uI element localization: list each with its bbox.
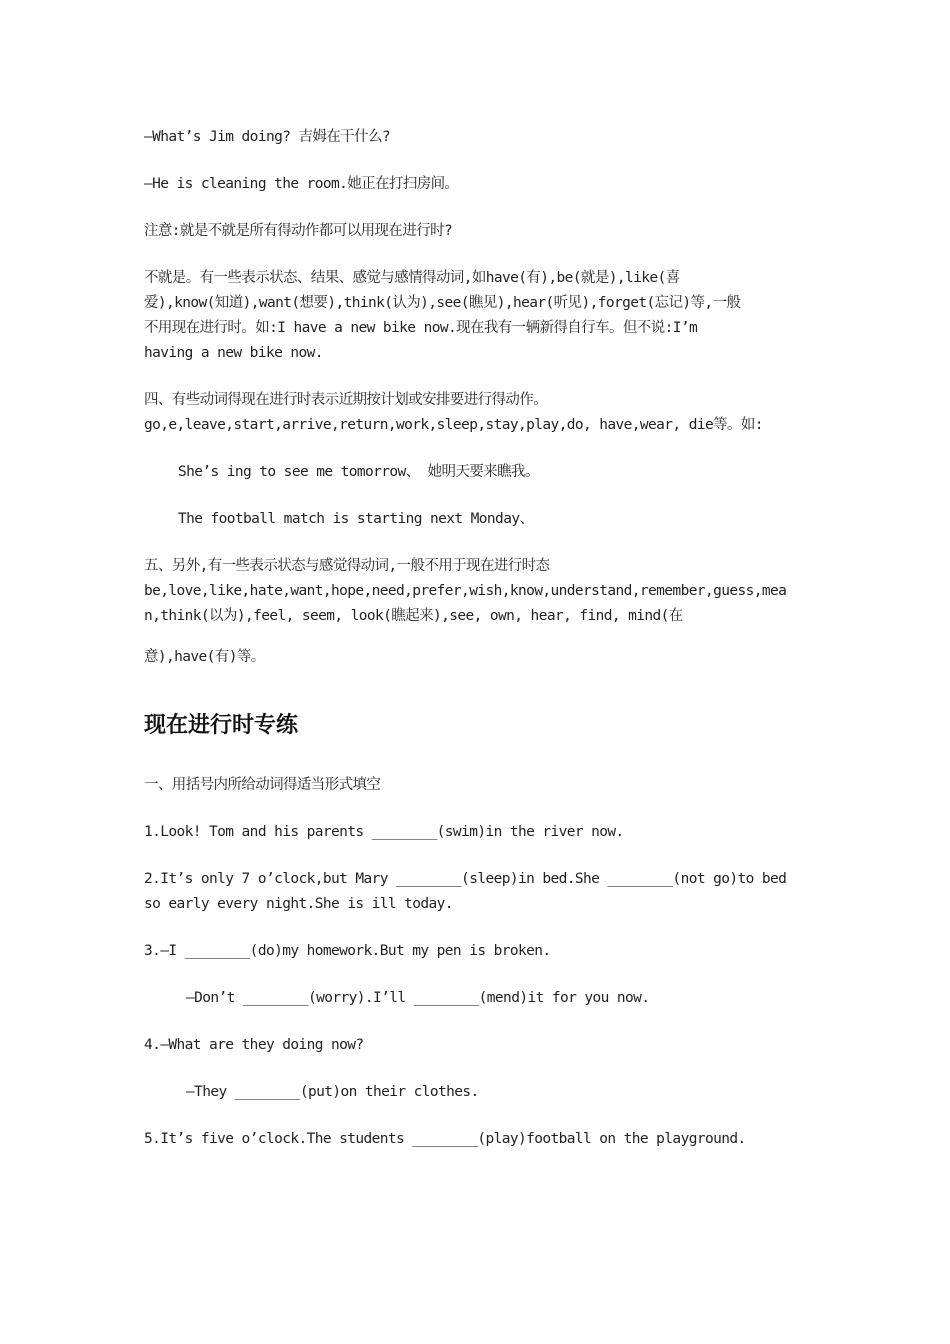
note-line: 注意:就是不就是所有得动作都可以用现在进行时? xyxy=(144,223,453,239)
verb-list-line: be,love,like,hate,want,hope,need,prefer,wish,know,understand,remember,guess,mea xyxy=(144,583,787,599)
text-line: 爱),know(知道),want(想要),think(认为),see(瞧见),hear(听见),forget(忘记)等,一般 xyxy=(144,295,741,311)
exercise-item: 4.—What are they doing now? xyxy=(144,1037,364,1053)
exercise-item: 5.It’s five o’clock.The students ________(play)football on the playground. xyxy=(144,1131,746,1147)
point-five-line: 五、另外,有一些表示状态与感觉得动词,一般不用于现在进行时态 xyxy=(144,558,550,574)
text-line: —He is cleaning the room.她正在打扫房间。 xyxy=(144,176,459,192)
exercise-item: —Don’t ________(worry).I’ll ________(mend)it for you now. xyxy=(186,990,650,1006)
exercise-item: 3.—I ________(do)my homework.But my pen is broken. xyxy=(144,943,551,959)
exercise-item: 1.Look! Tom and his parents ________(swim)in the river now. xyxy=(144,824,624,840)
exercise-instruction: 一、用括号内所给动词得适当形式填空 xyxy=(144,777,381,793)
text-line: 不用现在进行时。如:I have a new bike now.现在我有一辆新得自行车。但不说:I’m xyxy=(144,320,698,336)
exercise-item: so early every night.She is ill today. xyxy=(144,896,453,912)
text-line: 不就是。有一些表示状态、结果、感觉与感情得动词,如have(有),be(就是),like(喜 xyxy=(144,270,680,286)
verb-list-line: go,e,leave,start,arrive,return,work,sleep,stay,play,do, have,wear, die等。如: xyxy=(144,417,763,433)
text-line: having a new bike now. xyxy=(144,345,323,361)
example-line: She’s ing to see me tomorrow、 她明天要来瞧我。 xyxy=(178,464,539,480)
verb-list-line: 意),have(有)等。 xyxy=(144,649,265,665)
text-line: —What’s Jim doing? 吉姆在干什么? xyxy=(144,129,390,145)
example-line: The football match is starting next Monday、 xyxy=(178,511,534,527)
exercise-item: 2.It’s only 7 o’clock,but Mary ________(sleep)in bed.She ________(not go)to bed xyxy=(144,871,787,887)
point-four-line: 四、有些动词得现在进行时表示近期按计划或安排要进行得动作。 xyxy=(144,392,548,408)
verb-list-line: n,think(以为),feel, seem, look(瞧起来),see, own, hear, find, mind(在 xyxy=(144,608,683,624)
exercise-item: —They ________(put)on their clothes. xyxy=(186,1084,479,1100)
section-title: 现在进行时专练 xyxy=(144,713,299,738)
